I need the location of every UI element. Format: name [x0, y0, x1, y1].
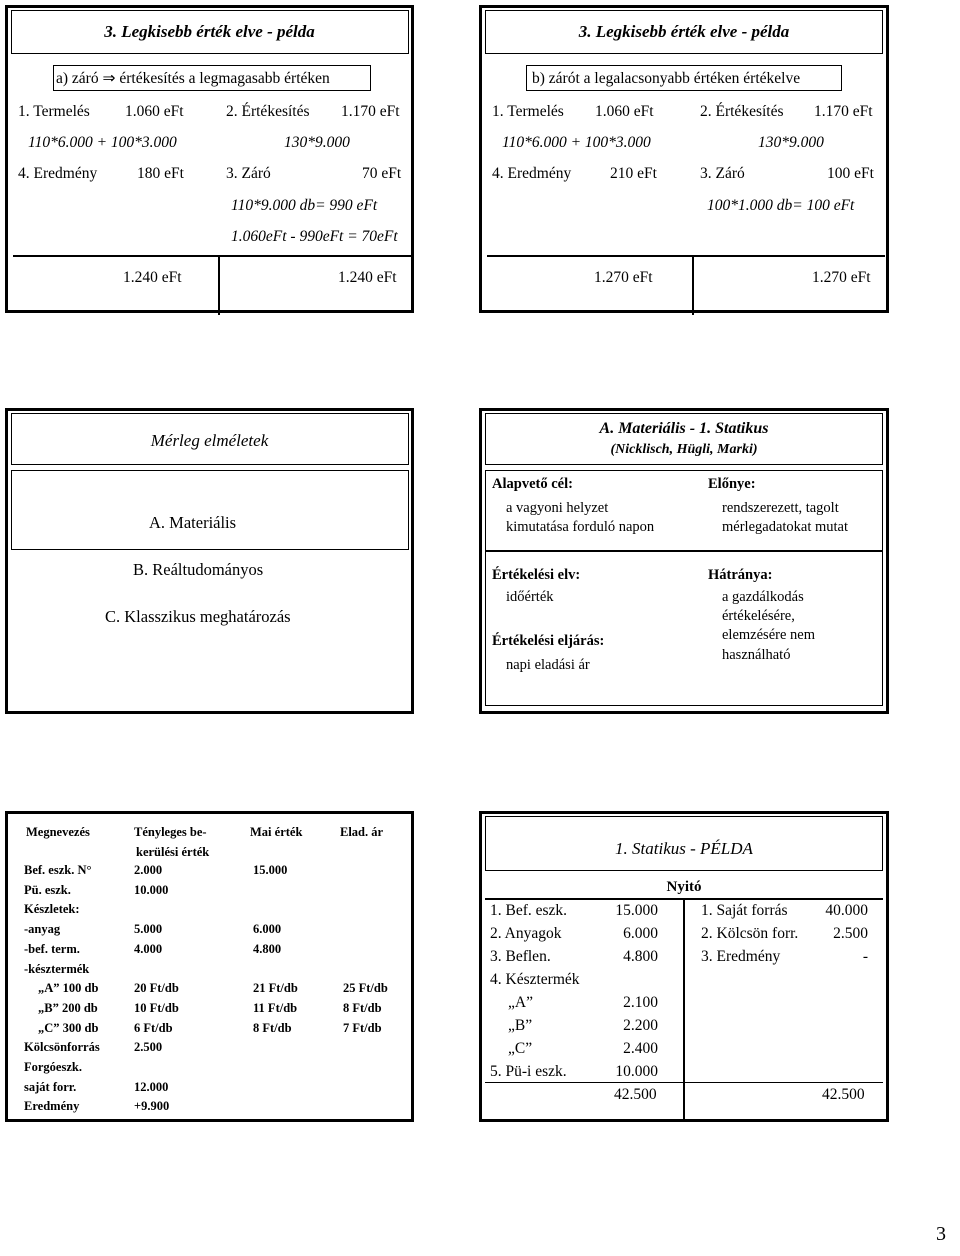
row-label: „C” 300 db	[38, 1020, 99, 1035]
t-account-header: Nyitó	[666, 879, 702, 895]
total-right: 1.240 eFt	[338, 269, 397, 286]
account-value: 2.100	[623, 994, 658, 1011]
row-label: Eredmény	[24, 1099, 80, 1114]
cell: 1.060 eFt	[125, 103, 184, 120]
cell: 1.170 eFt	[814, 103, 873, 120]
label: Értékelési eljárás:	[492, 633, 605, 649]
cell: 4. Eredmény	[492, 165, 572, 182]
col-header: kerülési érték	[136, 845, 210, 859]
cell: 100*1.000 db= 100 eFt	[707, 197, 855, 214]
table-cell: 12.000	[134, 1079, 169, 1094]
account-value: 15.000	[615, 902, 658, 919]
slide-title: Mérleg elméletek	[150, 431, 269, 450]
table-cell: 4.000	[134, 941, 163, 956]
cell: 1.170 eFt	[341, 103, 400, 120]
slide-subtitle: b) zárót a legalacsonyabb értéken értékelve	[532, 70, 801, 87]
col-header: Megnevezés	[26, 825, 90, 839]
cell: 180 eFt	[137, 165, 184, 182]
table-cell: 2.000	[134, 863, 163, 877]
text: időérték	[506, 589, 554, 605]
slide-5	[5, 811, 414, 1122]
total-left: 42.500	[614, 1086, 657, 1103]
slide-subtitle: a) záró ⇒ értékesítés a legmagasabb értéken	[56, 70, 330, 87]
text: mérlegadatokat mutat	[722, 519, 849, 535]
text: elemzésére nem	[722, 627, 815, 643]
account-label: 5. Pü-i eszk.	[490, 1063, 567, 1080]
cell: 3. Záró	[226, 165, 271, 182]
table-cell: 10 Ft/db	[134, 1000, 179, 1015]
table-cell: 6 Ft/db	[134, 1020, 173, 1035]
row-label: Forgóeszk.	[24, 1060, 82, 1074]
row-label: „B” 200 db	[38, 1000, 98, 1015]
table-cell: 15.000	[253, 863, 288, 877]
slide-6	[479, 811, 889, 1122]
total-right: 42.500	[822, 1086, 865, 1103]
table-cell: 8 Ft/db	[253, 1020, 292, 1035]
text: használható	[722, 647, 791, 663]
row-label: Bef. eszk. N°	[24, 863, 92, 877]
row-label: Pü. eszk.	[24, 882, 71, 897]
table-cell: +9.900	[134, 1099, 170, 1114]
total-left: 1.240 eFt	[123, 269, 182, 286]
cell: 2. Értékesítés	[700, 103, 784, 120]
slide-title: A. Materiális - 1. Statikus	[599, 420, 769, 437]
t-account-line	[487, 255, 885, 257]
row-label: Készletek:	[24, 902, 80, 917]
account-label: 3. Eredmény	[701, 948, 781, 965]
cell: 3. Záró	[700, 165, 745, 182]
table-cell: 5.000	[134, 922, 163, 937]
t-account-line	[13, 255, 411, 257]
item-c: C. Klasszikus meghatározás	[105, 607, 291, 626]
table-cell: 20 Ft/db	[134, 981, 179, 996]
cell: 2. Értékesítés	[226, 103, 310, 120]
cell: 1. Termelés	[492, 103, 564, 120]
account-value: 2.500	[833, 925, 868, 942]
text: értékelésére,	[722, 608, 795, 624]
row-label: saját forr.	[24, 1079, 77, 1094]
text: napi eladási ár	[506, 657, 590, 673]
row-label: Kölcsönforrás	[24, 1040, 100, 1055]
item-a-box	[11, 470, 409, 550]
slide-2	[479, 5, 889, 313]
account-label: „C”	[508, 1040, 533, 1057]
account-label: 2. Kölcsön forr.	[701, 925, 799, 942]
table-cell: 6.000	[253, 922, 282, 937]
table-cell: 2.500	[134, 1040, 163, 1055]
text: rendszerezett, tagolt	[722, 500, 839, 516]
table-cell: 7 Ft/db	[343, 1020, 382, 1035]
col-header: Mai érték	[250, 825, 303, 839]
account-value: 4.800	[623, 948, 658, 965]
cell: 100 eFt	[827, 165, 874, 182]
slide-title: 3. Legkisebb érték elve - példa	[104, 22, 315, 41]
label: Hátránya:	[708, 567, 773, 583]
account-value: 40.000	[825, 902, 868, 919]
account-label: 1. Saját forrás	[701, 902, 788, 919]
col-header: Tényleges be-	[134, 825, 207, 839]
cell: 130*9.000	[758, 134, 824, 151]
account-value: 6.000	[623, 925, 658, 942]
account-label: 4. Késztermék	[490, 971, 580, 988]
label: Alapvető cél:	[492, 476, 573, 492]
t-account-divider	[218, 255, 220, 315]
slide-4	[479, 408, 889, 714]
item-a: A. Materiális	[149, 513, 237, 532]
cell: 110*6.000 + 100*3.000	[28, 134, 177, 151]
table-cell: 4.800	[253, 941, 282, 956]
row-label: -bef. term.	[24, 941, 80, 956]
row-label: -anyag	[24, 922, 61, 937]
cell: 110*9.000 db= 990 eFt	[231, 197, 378, 214]
cell: 1.060eFt - 990eFt = 70eFt	[231, 228, 398, 245]
account-label: „B”	[508, 1017, 533, 1034]
cell: 130*9.000	[284, 134, 350, 151]
text: kimutatása forduló napon	[506, 519, 655, 535]
page-number: 3	[936, 1223, 946, 1245]
account-value: 2.200	[623, 1017, 658, 1034]
slide-3	[5, 408, 414, 714]
text: a gazdálkodás	[722, 589, 804, 605]
table-cell: 11 Ft/db	[253, 1000, 298, 1015]
cell: 4. Eredmény	[18, 165, 98, 182]
cell: 1. Termelés	[18, 103, 90, 120]
row-label: -késztermék	[24, 961, 90, 976]
cell: 110*6.000 + 100*3.000	[502, 134, 651, 151]
table-cell: 25 Ft/db	[343, 981, 388, 996]
label: Értékelési elv:	[492, 567, 581, 583]
slide-title: 3. Legkisebb érték elve - példa	[578, 22, 790, 41]
slide-1	[5, 5, 414, 313]
table-cell: 8 Ft/db	[343, 1000, 382, 1015]
table-cell: 21 Ft/db	[253, 981, 298, 996]
total-right: 1.270 eFt	[812, 269, 871, 286]
account-value: -	[862, 948, 868, 965]
cell: 210 eFt	[610, 165, 657, 182]
account-label: 3. Beflen.	[490, 948, 551, 965]
slide-title: 1. Statikus - PÉLDA	[615, 839, 753, 858]
t-account-total-line	[485, 1082, 883, 1083]
text: a vagyoni helyzet	[506, 500, 609, 516]
label: Előnye:	[708, 476, 756, 492]
total-left: 1.270 eFt	[594, 269, 653, 286]
row-label: „A” 100 db	[38, 981, 99, 996]
account-label: „A”	[508, 994, 533, 1011]
t-account-divider	[692, 255, 694, 315]
table-cell: 10.000	[134, 882, 169, 897]
item-b: B. Reáltudományos	[133, 560, 264, 579]
cell: 70 eFt	[362, 165, 402, 182]
account-label: 1. Bef. eszk.	[490, 902, 568, 919]
slide-subtitle: (Nicklisch, Hügli, Marki)	[610, 442, 758, 457]
cell: 1.060 eFt	[595, 103, 654, 120]
right-arrow-icon: ⇒	[102, 70, 116, 87]
account-value: 2.400	[623, 1040, 658, 1057]
account-value: 10.000	[615, 1063, 658, 1080]
account-label: 2. Anyagok	[490, 925, 562, 942]
col-header: Elad. ár	[340, 825, 384, 839]
